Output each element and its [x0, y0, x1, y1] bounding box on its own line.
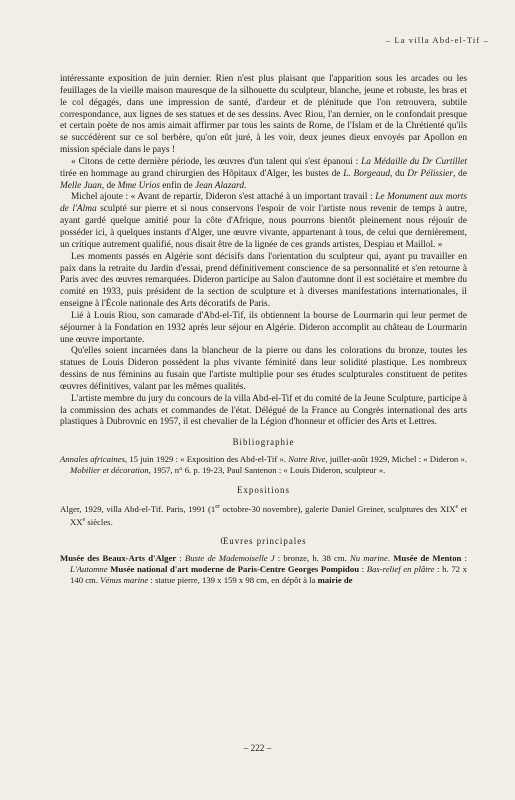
museum-name: Musée de Menton — [393, 552, 462, 563]
paragraph-3 — [60, 192, 467, 251]
bib-text: , juillet-août 1929, Michel : « Dideron ». — [325, 454, 467, 465]
oeuvre-text: : — [359, 564, 367, 575]
oeuvre-text: : bronze, h. 38 cm. — [274, 552, 350, 563]
bibliographie-entry — [60, 454, 467, 477]
p2-bust-alazard: Jean Alazard — [194, 180, 245, 191]
p2-bust-pelissier: Dr Pélissier — [407, 168, 454, 179]
p2-text: , de — [101, 180, 118, 191]
expo-century: XIX — [440, 503, 456, 514]
oeuvres-entry — [60, 553, 467, 587]
expo-text: Alger, 1929, villa Abd-el-Tif. Paris, 1991 (1 — [60, 503, 216, 514]
expositions-entry — [60, 502, 467, 528]
work-title: Buste de Mademoiselle J — [184, 552, 275, 563]
expo-sup: e — [82, 516, 86, 523]
paragraph-6: Qu'elles soient incarnées dans la blancheur de la pierre ou dans les colorations du bronze, toutes les statues de Louis Dideron possèdent la plus vivante féminité dans leur solidité plastique. Les nombreux dessins de nus féminins au fusain que l'artiste multiplie pour ses études sculpturales constituent de petites œuvres définitives, valant par les mêmes qualités. — [60, 346, 467, 392]
oeuvre-text: . — [387, 552, 394, 563]
museum-name: mairie de — [317, 575, 353, 586]
paragraph-2 — [60, 157, 467, 193]
work-title: Bas-relief en plâtre — [366, 564, 435, 575]
p3-text: sculpté sur pierre et si nous conservons l'espoir de voir l'artiste nous revenir de temps à autre, ayant gardé quelque amitié pour la côte d'Afrique, nous pourrons bientôt pleinement nous réjouir de posséder ici, à quelques instants d'Alger, une œuvre vivante, appartenant à tous, de celui que dernièrement, un critique autrement qualifié, nous disait être de la lignée de ces grands artistes, Despiau et Maillol. » — [60, 204, 467, 250]
paragraph-4: Les moments passés en Algérie sont décisifs dans l'orientation du sculpteur qui, ayant pu travailler en paix dans la retraite du Jardin d'essai, prend définitivement conscience de sa personnalité et s'en retourne à Paris avec des œuvres remarquées. Dideron participe au Salon d'automne dont il est sociétaire et membre du comité en 1933, puis président de la section de sculpture et à diverses manifestations internationales, il enseigne à l'École nationale des Arts décoratifs de Paris. — [60, 251, 467, 310]
oeuvre-text: : — [176, 552, 185, 563]
bib-text: , 1957, n° 6. p. 19-23, Paul Santenon : « Louis Dideron, sculpteur ». — [148, 465, 386, 476]
work-title: L'Automne — [70, 564, 108, 575]
p2-bust-urios: Mme Urios — [117, 180, 160, 191]
paragraph-1: intéressante exposition de juin dernier. Rien n'est plus plaisant que l'apparition sous les arcades ou les feuillages de la vieille maison mauresque de la silhouette du sculpteur, blanche, jeune et robuste, les bras et le col dégagés, dans une impression de santé, d'ardeur et de plénitude que l'on retrouvera, subtile correspondance, aux lignes de ses statues et de ses dessins. Avec Riou, l'an dernier, on le confondait presque et certain poète de nos amis aimait affirmer par tous les saints de Rome, de l'Islam et de la Chrétienté qu'ils se succédèrent sur ce sol berbère, qu'on eût juré, à les voir, deux jeunes dieux envoyés par Apollon en mission spéciale dans le pays ! — [60, 74, 467, 156]
expo-text: siècles. — [85, 516, 113, 527]
oeuvres-heading: Œuvres principales — [220, 535, 307, 546]
oeuvre-text: : — [461, 552, 467, 563]
work-title: Vénus marine — [100, 575, 149, 586]
p2-text: « Citons de cette dernière période, les œuvres d'un talent qui s'est épanoui : — [71, 156, 362, 167]
expo-sup: er — [215, 503, 220, 510]
main-text — [60, 74, 467, 587]
expo-sup: e — [455, 503, 459, 510]
p2-text: tirée en hommage au grand chirurgien des Hôpitaux d'Alger, les bustes de — [60, 168, 344, 179]
bib-title: Annales africaines — [60, 454, 125, 465]
oeuvre-text: : h. 72 x 140 cm. — [70, 564, 467, 586]
running-header: – La villa Abd-el-Tif – — [385, 35, 489, 45]
p2-medal-title: La Médaille du Dr Curtillet — [361, 156, 467, 167]
p2-text: , du — [390, 168, 408, 179]
p2-text: . — [244, 180, 247, 191]
expo-century: XX — [70, 516, 83, 527]
p2-text: , de — [453, 168, 468, 179]
bib-text: , 15 juin 1929 : « Exposition des Abd-el-Tif ». — [124, 454, 289, 465]
museum-name: Musée national d'art moderne de Paris-Centre Georges Pompidou — [110, 564, 360, 575]
museum-name: Musée des Beaux-Arts d'Alger — [60, 552, 177, 563]
p2-text: enfin de — [159, 180, 195, 191]
work-title: Nu marine — [349, 552, 388, 563]
paragraph-7: L'artiste membre du jury du concours de la villa Abd-el-Tif et du comité de la Jeune Sculpture, participe à la commission des achats et commandes de l'état. Délégué de la France au Congrès international des arts plastiques à Dubrovnic en 1957, il est chevalier de la Légion d'honneur et officier des Arts et Lettres. — [60, 393, 467, 428]
p3-monument-title: Le Monument aux morts de l'Alma — [60, 192, 468, 215]
p2-bust-borgeaud: L. Borgeaud — [343, 168, 390, 179]
bibliographie-heading: Bibliographie — [232, 437, 295, 448]
bib-title: Notre Rive — [288, 454, 326, 465]
p3-text: Michel ajoute : « Avant de repartir, Dideron s'est attaché à un important travail : — [71, 192, 376, 203]
bib-title: Mobilier et décoration — [70, 465, 149, 476]
oeuvre-text: : statue pierre, 139 x 159 x 98 cm, en dépôt à la — [148, 575, 318, 586]
expo-text: octobre-30 novembre), galerie Daniel Greiner, sculptures des — [219, 503, 440, 514]
paragraph-5: Lié à Louis Riou, son camarade d'Abd-el-Tif, ils obtiennent la bourse de Lourmarin qui leur permet de séjourner à la Fondation en 1932 après leur séjour en Algérie. Dideron accomplit au château de Lourmarin une œuvre importante. — [60, 310, 467, 345]
expo-text: et — [458, 503, 467, 514]
page-number: – 222 – — [243, 743, 272, 753]
p2-bust-juan: Melle Juan — [60, 180, 102, 191]
expositions-heading: Expositions — [237, 484, 290, 495]
